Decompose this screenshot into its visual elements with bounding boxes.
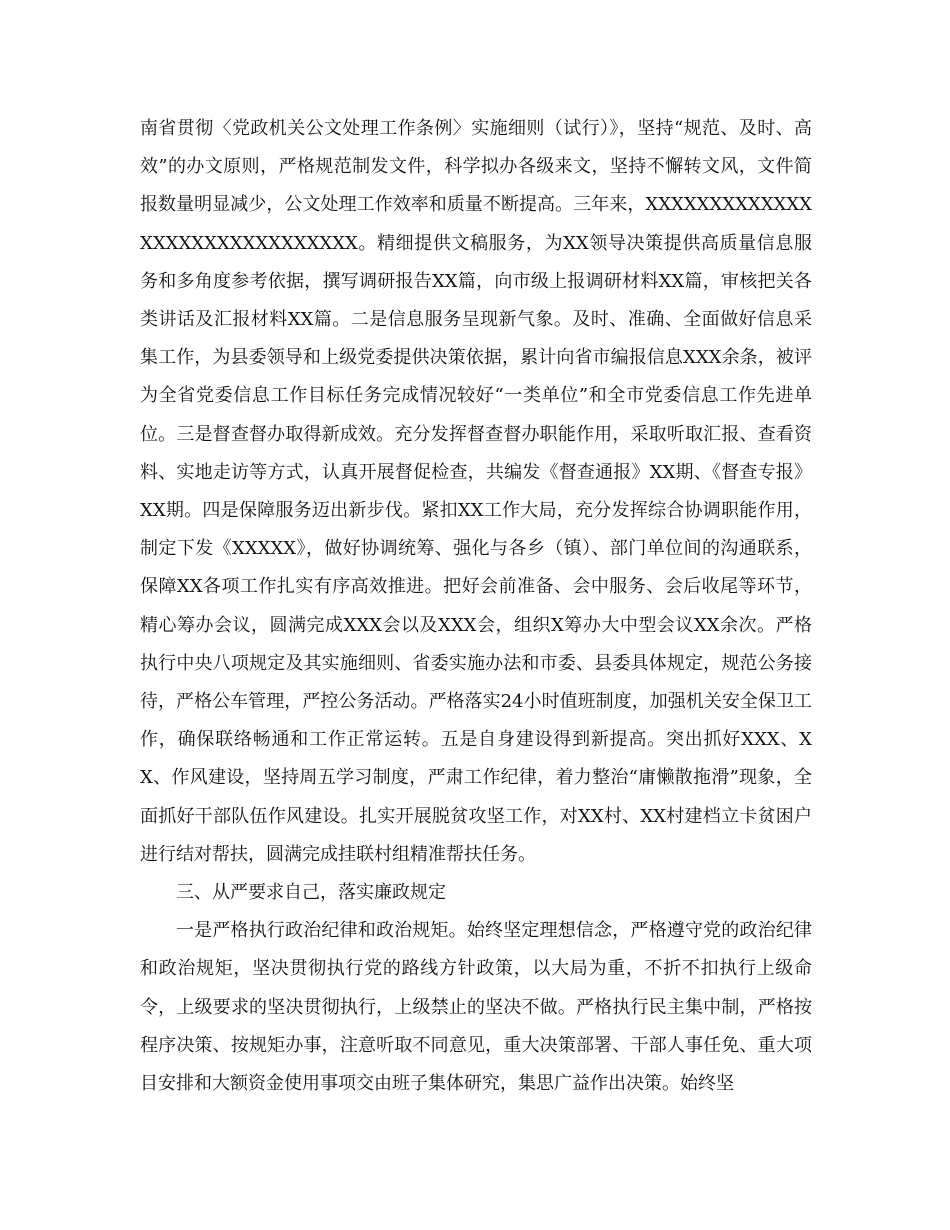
section-heading-3: 三、从严要求自己，落实廉政规定 bbox=[176, 882, 446, 904]
body-paragraph-1: 南省贯彻〈党政机关公文处理工作条例〉实施细则（试行）》，坚持“规范、及时、高效”的办文原则，严格规范制发文件，科学拟办各级来文，坚持不懈转文风，文件简报数量明显减少，公文处理工作效率和质量不断提高。三年来，XXXXXXXXXXXXXXXXXXXXXXXXXXXXXX。精细提供文稿服务，为XX领导决策提供高质量信息服务和多角度参考依据，撰写调研报告XX篇，向市级上报调研材料XX篇，审核把关各类讲话及汇报材料XX篇。二是信息服务呈现新气象。及时、准确、全面做好信息采集工作，为县委领导和上级党委提供决策依据，累计向省市编报信息XXX余条，被评为全省党委信息工作目标任务完成情况较好“一类单位”和全市党委信息工作先进单位。三是督查督办取得新成效。充分发挥督查督办职能作用，采取听取汇报、查看资料、实地走访等方式，认真开展督促检查，共编发《督查通报》XX期、《督查专报》XX期。四是保障服务迈出新步伐。紧扣XX工作大局，充分发挥综合协调职能作用，制定下发《XXXXX》，做好协调统筹、强化与各乡（镇）、部门单位间的沟通联系，保障XX各项工作扎实有序高效推进。把好会前准备、会中服务、会后收尾等环节，精心筹办会议，圆满完成XXX会以及XXX会，组织X筹办大中型会议XX余次。严格执行中央八项规定及其实施细则、省委实施办法和市委、县委具体规定，规范公务接待，严格公车管理，严控公务活动。严格落实24小时值班制度，加强机关安全保卫工作，确保联络畅通和工作正常运转。五是自身建设得到新提高。突出抓好XXX、XX、作风建设，坚持周五学习制度，严肃工作纪律，着力整治“庸懒散拖滑”现象，全面抓好干部队伍作风建设。扎实开展脱贫攻坚工作，对XX村、XX村建档立卡贫困户进行结对帮扶，圆满完成挂联村组精准帮扶任务。 bbox=[140, 118, 812, 865]
document-body bbox=[140, 110, 812, 1103]
body-paragraph-2: 一是严格执行政治纪律和政治规矩。始终坚定理想信念，严格遵守党的政治纪律和政治规矩，坚决贯彻执行党的路线方针政策，以大局为重，不折不扣执行上级命令，上级要求的坚决贯彻执行，上级禁止的坚决不做。严格执行民主集中制，严格按程序决策、按规矩办事，注意听取不同意见，重大决策部署、干部人事任免、重大项目安排和大额资金使用事项交由班子集体研究，集思广益作出决策。始终坚 bbox=[140, 920, 812, 1095]
